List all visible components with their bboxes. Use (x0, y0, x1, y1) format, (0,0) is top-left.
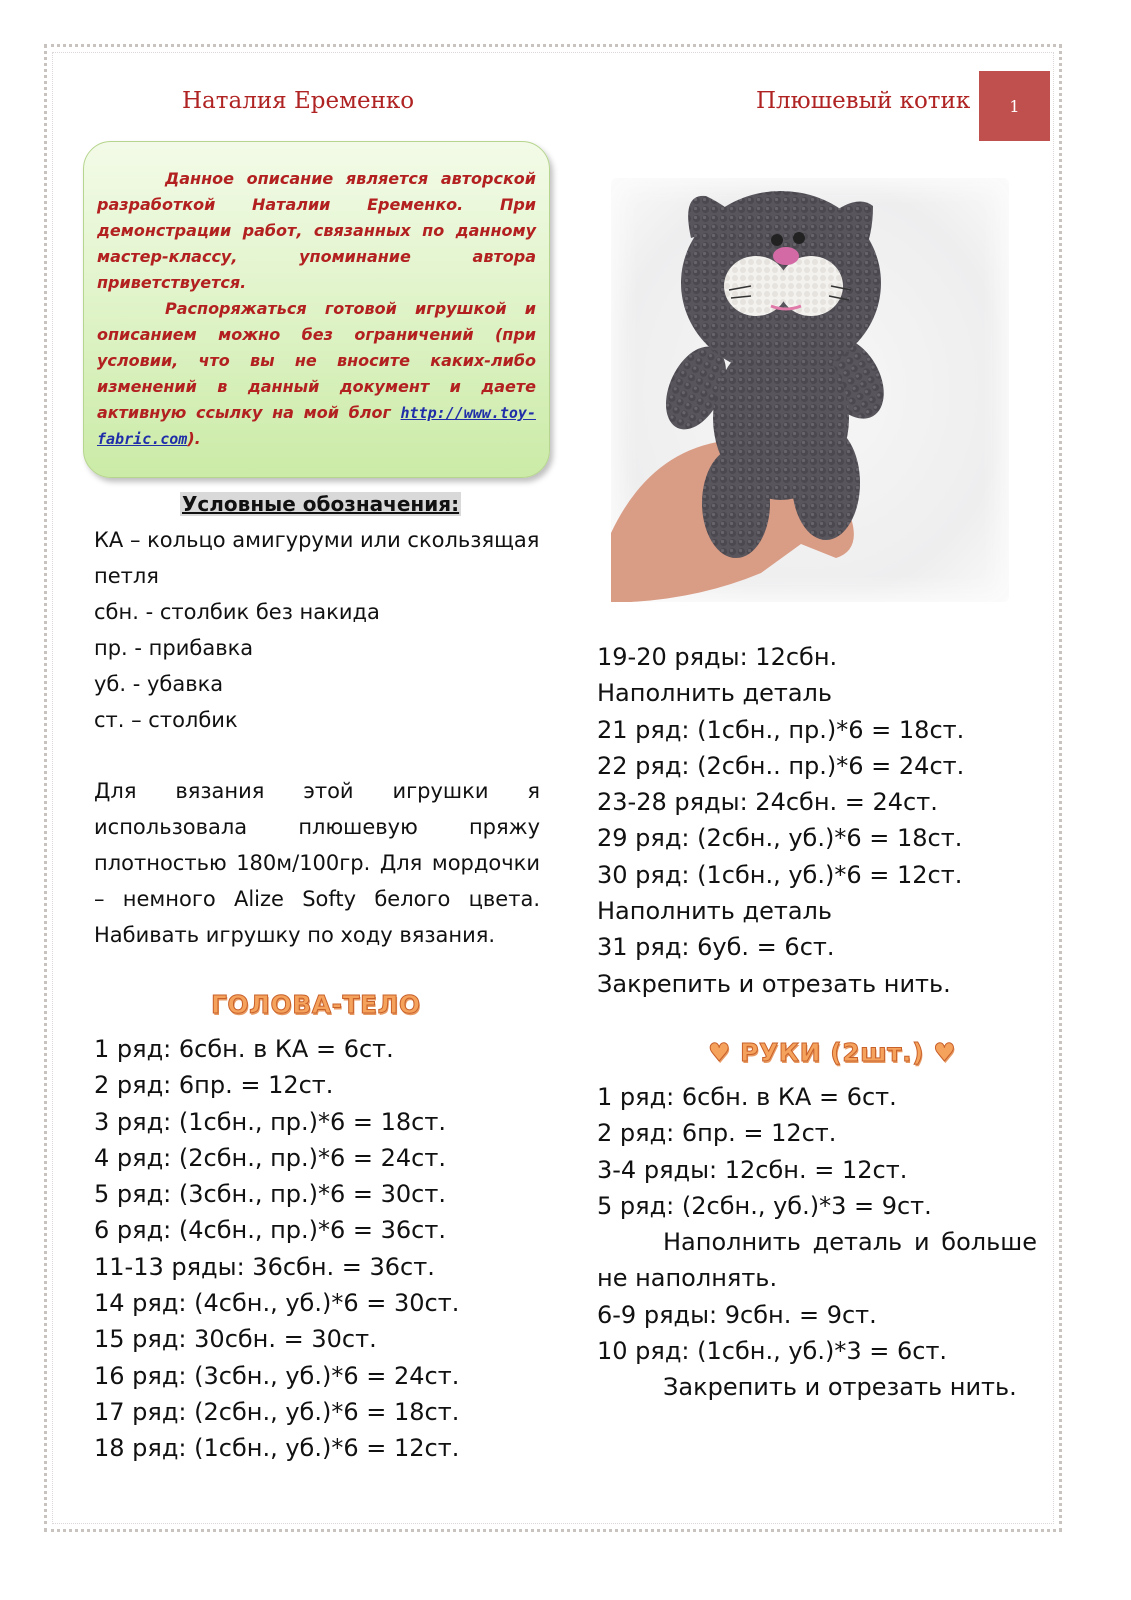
pattern-row: 10 ряд: (1сбн., уб.)*3 = 6ст. (597, 1337, 948, 1366)
notice-paragraph-2 (97, 296, 536, 452)
notice-paragraph-2-text: Распоряжаться готовой игрушкой и описанием можно без ограничений (при условии, что вы не вносите каких-либо изменений в данный документ и даете активную ссылку на мой блог (97, 299, 536, 422)
pattern-row: 19-20 ряды: 12сбн. (597, 643, 838, 671)
legend-heading: Условные обозначения: (182, 492, 460, 516)
legend-item: КА – кольцо амигуруми или скользящая петля (94, 528, 540, 588)
pattern-row: 6 ряд: (4сбн., пр.)*6 = 36ст. (94, 1216, 446, 1245)
pattern-row: 2 ряд: 6пр. = 12ст. (94, 1071, 334, 1100)
arms-rows (597, 1079, 1037, 1406)
pattern-row: 5 ряд: (3сбн., пр.)*6 = 30ст. (94, 1180, 446, 1209)
header-title: Плюшевый котик (756, 88, 971, 114)
pattern-row: Закрепить и отрезать нить. (597, 969, 951, 998)
pattern-row: 29 ряд: (2сбн., уб.)*6 = 18ст. (597, 824, 963, 853)
pattern-row: 6-9 ряды: 9сбн. = 9ст. (597, 1300, 877, 1329)
pattern-row: 31 ряд: 6уб. = 6ст. (597, 933, 835, 962)
pattern-row: 5 ряд: (2сбн., уб.)*3 = 9ст. (597, 1191, 932, 1220)
pattern-row: 18 ряд: (1сбн., уб.)*6 = 12ст. (94, 1434, 460, 1463)
pattern-row: Наполнить деталь (597, 897, 833, 926)
legend-item: уб. - убавка (94, 672, 224, 696)
pattern-row: 22 ряд: (2сбн.. пр.)*6 = 24ст. (597, 751, 965, 780)
pattern-row: 11-13 ряды: 36сбн. = 36ст. (94, 1252, 435, 1281)
pattern-row: 30 ряд: (1сбн., уб.)*6 = 12ст. (597, 860, 963, 889)
pattern-row: 3-4 ряды: 12сбн. = 12ст. (597, 1155, 908, 1184)
notice-paragraph-2-end: ). (187, 429, 201, 448)
legend-item: сбн. - столбик без накида (94, 600, 380, 624)
pattern-row: 23-28 ряды: 24сбн. = 24ст. (597, 788, 938, 817)
head-body-heading: ГОЛОВА-ТЕЛО (211, 990, 421, 1019)
intro-paragraph: Для вязания этой игрушки я использовала плюшевую пряжу плотностью 180м/100гр. Для мордочки – немного Alize Softy белого цвета. Набивать игрушку по ходу вязания. (94, 779, 540, 947)
pattern-row: Наполнить деталь (597, 679, 833, 708)
pattern-note: Закрепить и отрезать нить. (663, 1373, 1017, 1402)
blog-link[interactable]: http://www.toy-fabric.com (97, 404, 536, 448)
pattern-row: 1 ряд: 6сбн. в КА = 6ст. (94, 1035, 394, 1063)
legend-item: ст. – столбик (94, 708, 238, 732)
pattern-row: 2 ряд: 6пр. = 12ст. (597, 1119, 837, 1148)
pattern-row: 4 ряд: (2сбн., пр.)*6 = 24ст. (94, 1143, 446, 1172)
legend-list (94, 522, 540, 738)
toy-cat-photo (611, 178, 1009, 602)
pattern-note: Наполнить деталь и больше не наполнять. (597, 1228, 1037, 1293)
legend-item: пр. - прибавка (94, 636, 254, 660)
pattern-row: 21 ряд: (1сбн., пр.)*6 = 18ст. (597, 715, 965, 744)
pattern-row: 15 ряд: 30сбн. = 30ст. (94, 1325, 377, 1354)
pattern-row: 3 ряд: (1сбн., пр.)*6 = 18ст. (94, 1107, 446, 1136)
notice-paragraph-1: Данное описание является авторской разработкой Наталии Еременко. При демонстрации работ, связанных по данному мастер-классу, упоминание автора приветствуется. (97, 169, 536, 292)
pattern-row: 16 ряд: (3сбн., уб.)*6 = 24ст. (94, 1361, 460, 1390)
head-body-rows-continued (597, 639, 964, 1002)
toy-cat-illustration (611, 178, 1009, 602)
page-number: 1 (979, 71, 1050, 141)
copyright-notice (83, 141, 550, 478)
header-author: Наталия Еременко (182, 88, 415, 114)
pattern-row: 17 ряд: (2сбн., уб.)*6 = 18ст. (94, 1397, 460, 1426)
arms-heading: ♥ РУКИ (2шт.) ♥ (708, 1038, 957, 1067)
pattern-row: 1 ряд: 6сбн. в КА = 6ст. (597, 1083, 897, 1111)
pattern-row: 14 ряд: (4сбн., уб.)*6 = 30ст. (94, 1289, 460, 1318)
head-body-rows (94, 1031, 459, 1467)
